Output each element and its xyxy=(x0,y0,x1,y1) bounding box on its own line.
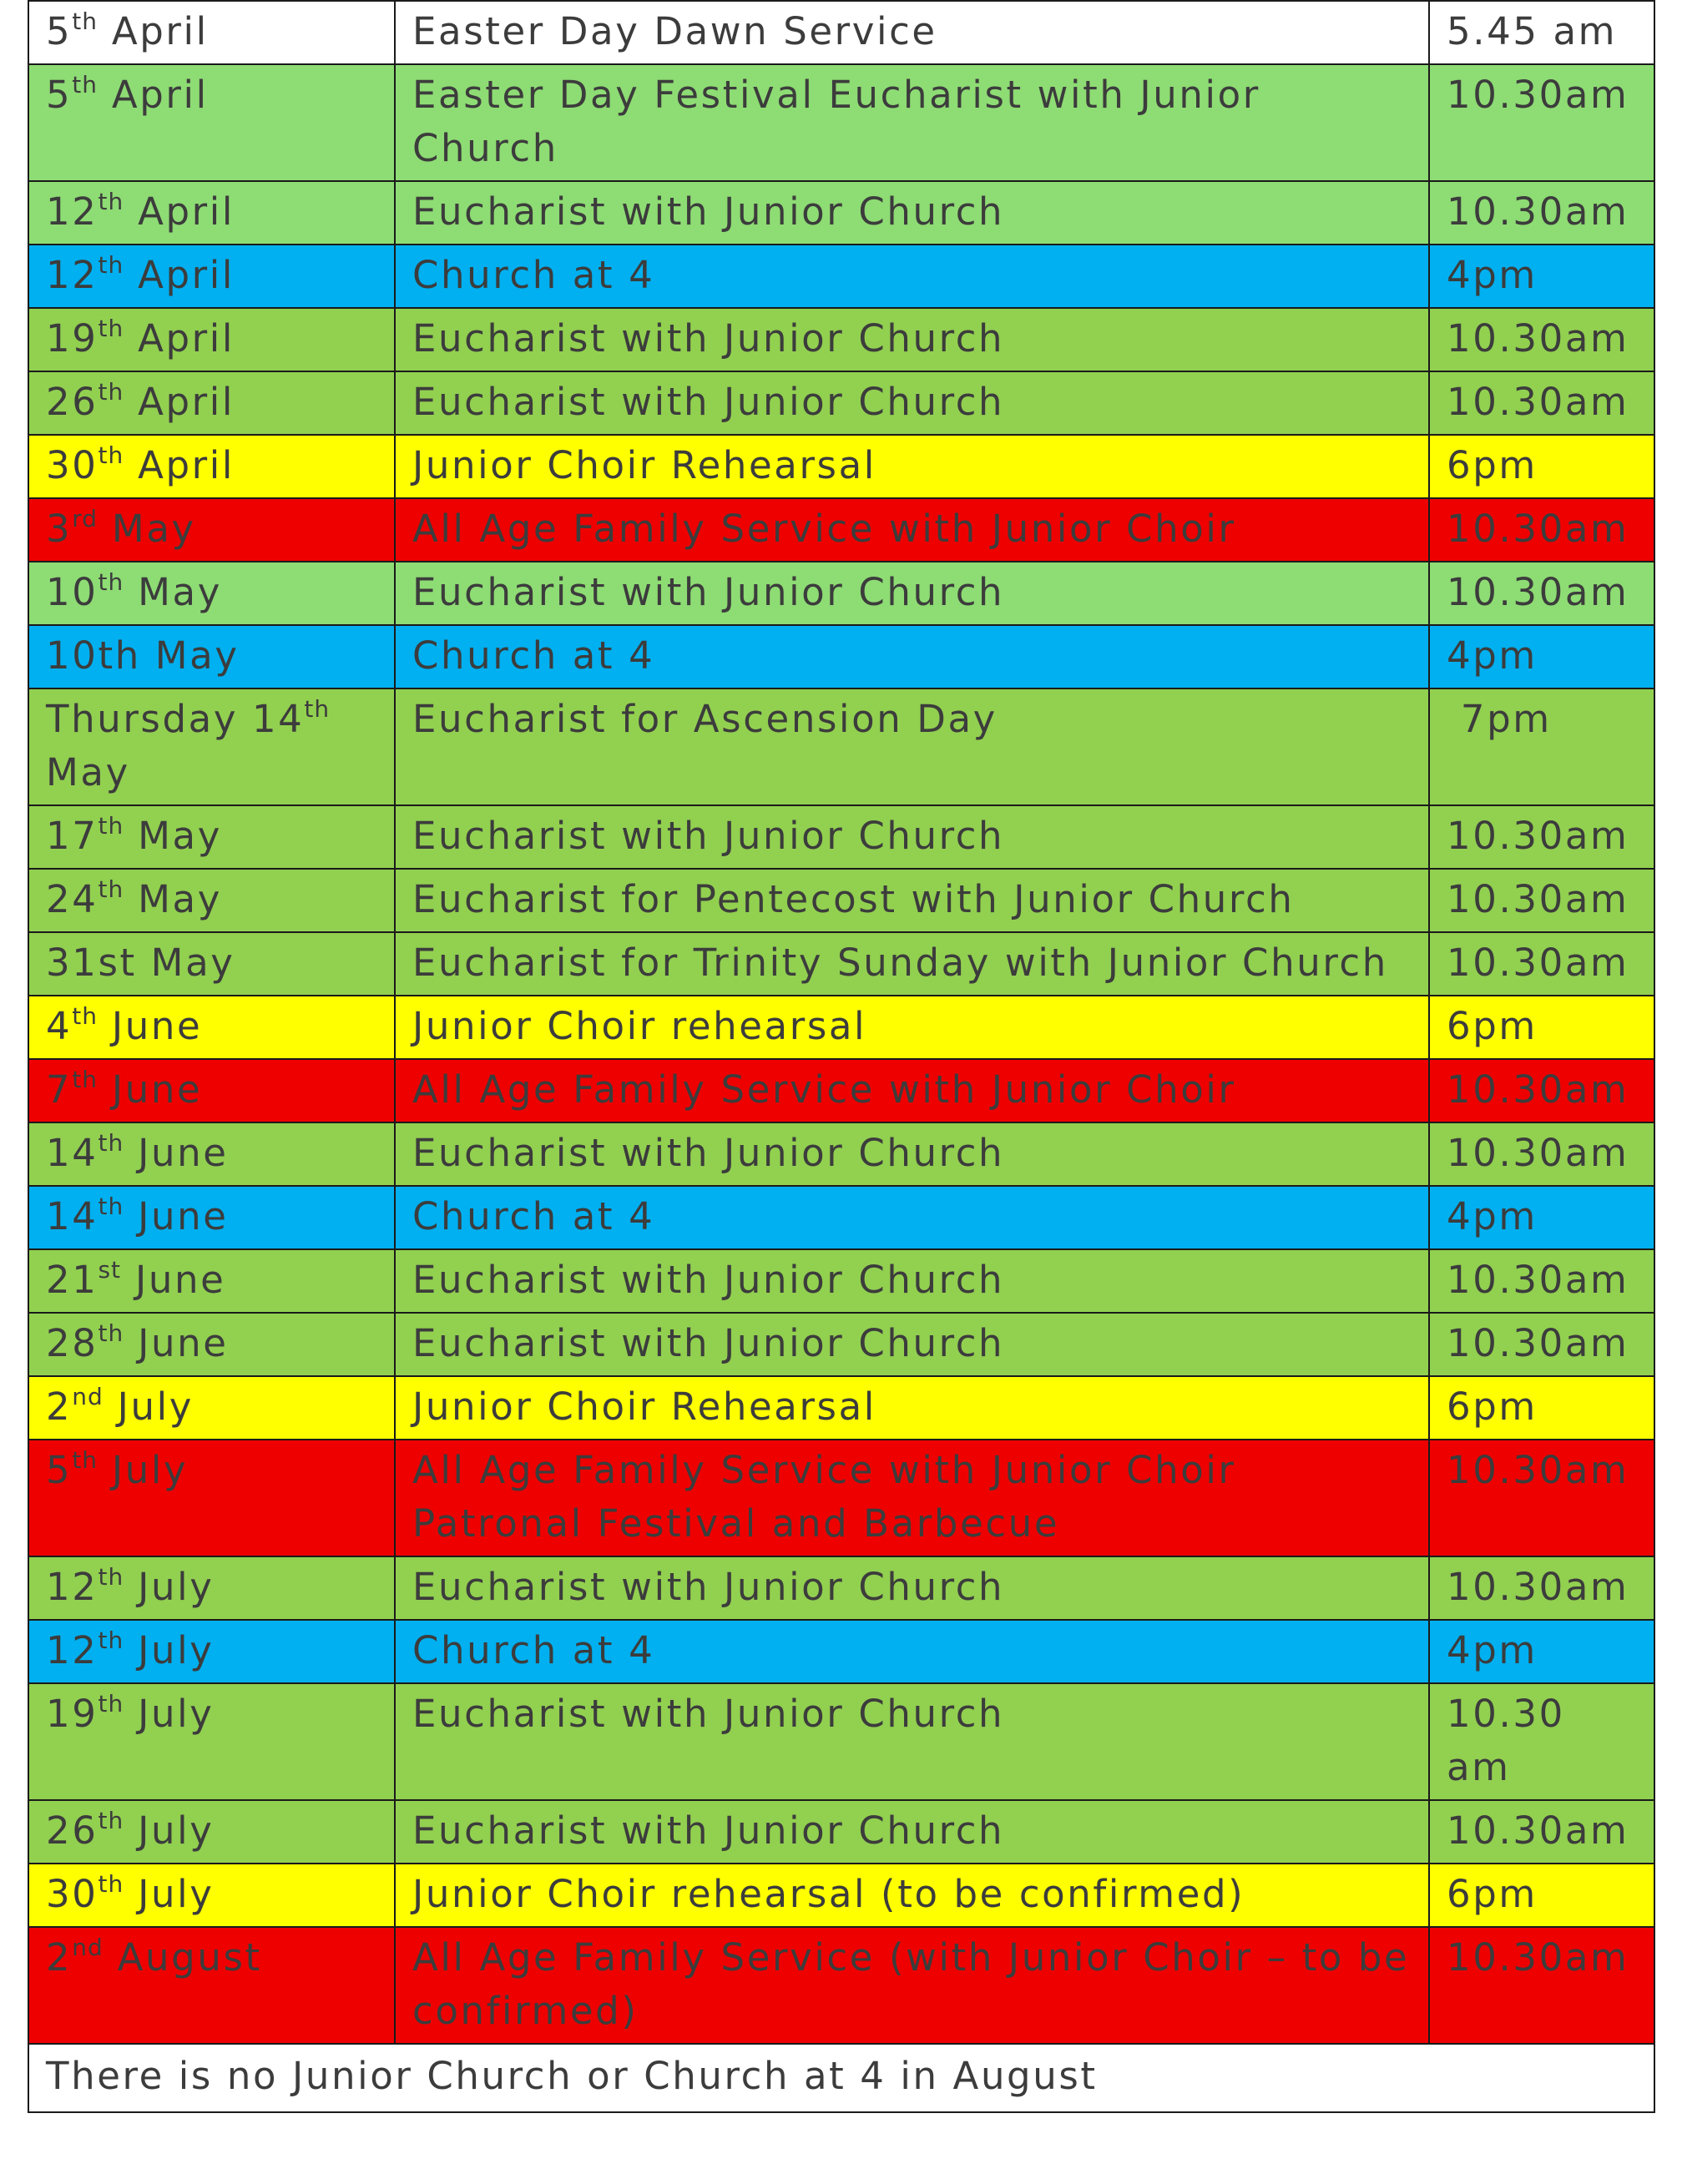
schedule-row xyxy=(28,1864,1654,1927)
date-month: April xyxy=(124,443,235,487)
date-ordinal-suffix: th xyxy=(72,1446,98,1474)
date-day: 30 xyxy=(46,443,98,487)
date-day: 28 xyxy=(46,1321,98,1365)
event-cell: Junior Choir Rehearsal xyxy=(395,435,1429,498)
date-day: 3 xyxy=(46,507,73,551)
date-cell xyxy=(28,1800,395,1864)
event-cell: Eucharist with Junior Church xyxy=(395,562,1429,625)
date-day: 5 xyxy=(46,1448,73,1492)
time-cell: 10.30am xyxy=(1429,498,1654,562)
date-day: 10th May xyxy=(46,633,240,678)
date-month: April xyxy=(124,253,235,297)
date-ordinal-suffix: th xyxy=(72,71,98,98)
date-cell xyxy=(28,1620,395,1683)
schedule-row xyxy=(28,1059,1654,1122)
date-cell xyxy=(28,562,395,625)
time-cell: 4pm xyxy=(1429,1620,1654,1683)
date-month: April xyxy=(97,9,209,53)
date-ordinal-suffix: th xyxy=(98,1807,124,1834)
date-cell xyxy=(28,498,395,562)
schedule-row xyxy=(28,1440,1654,1556)
event-cell: Eucharist with Junior Church xyxy=(395,1800,1429,1864)
date-month: June xyxy=(124,1194,229,1238)
event-cell: Eucharist with Junior Church xyxy=(395,1122,1429,1186)
schedule-row xyxy=(28,932,1654,996)
event-cell: All Age Family Service with Junior Choir Patronal Festival and Barbecue xyxy=(395,1440,1429,1556)
event-cell: Eucharist with Junior Church xyxy=(395,308,1429,371)
date-cell xyxy=(28,435,395,498)
time-cell: 10.30am xyxy=(1429,1927,1654,2044)
schedule-row xyxy=(28,688,1654,805)
schedule-row xyxy=(28,1249,1654,1313)
date-day: 31st May xyxy=(46,941,235,985)
time-cell: 10.30am xyxy=(1429,181,1654,245)
date-day: Thursday 14 xyxy=(46,697,305,741)
date-ordinal-suffix: th xyxy=(98,315,124,342)
date-month: May xyxy=(46,697,345,794)
date-ordinal-suffix: th xyxy=(98,568,124,596)
date-month: April xyxy=(97,73,209,117)
event-cell: Easter Day Dawn Service xyxy=(395,1,1429,64)
date-ordinal-suffix: th xyxy=(98,251,124,279)
schedule-row xyxy=(28,1800,1654,1864)
date-ordinal-suffix: th xyxy=(98,378,124,406)
date-day: 2 xyxy=(46,1935,73,1980)
time-cell: 10.30am xyxy=(1429,1122,1654,1186)
date-ordinal-suffix: th xyxy=(98,1870,124,1898)
date-cell xyxy=(28,625,395,688)
date-cell xyxy=(28,1,395,64)
schedule-row xyxy=(28,181,1654,245)
date-cell xyxy=(28,371,395,435)
date-cell xyxy=(28,181,395,245)
date-day: 5 xyxy=(46,9,73,53)
schedule-row xyxy=(28,625,1654,688)
time-cell: 4pm xyxy=(1429,245,1654,308)
date-day: 12 xyxy=(46,1628,98,1672)
date-month: April xyxy=(124,380,235,424)
date-ordinal-suffix: st xyxy=(98,1256,122,1284)
event-cell: All Age Family Service with Junior Choir xyxy=(395,1059,1429,1122)
date-day: 26 xyxy=(46,380,98,424)
date-day: 24 xyxy=(46,877,98,921)
event-cell: Eucharist for Ascension Day xyxy=(395,688,1429,805)
date-cell xyxy=(28,688,395,805)
event-cell: Eucharist with Junior Church xyxy=(395,1556,1429,1620)
date-month: June xyxy=(97,1067,203,1112)
date-ordinal-suffix: th xyxy=(98,812,124,840)
date-month: June xyxy=(121,1258,226,1302)
date-cell xyxy=(28,1440,395,1556)
date-cell xyxy=(28,1556,395,1620)
schedule-row xyxy=(28,1376,1654,1440)
date-ordinal-suffix: th xyxy=(72,1066,98,1093)
schedule-row xyxy=(28,562,1654,625)
schedule-row xyxy=(28,498,1654,562)
date-day: 17 xyxy=(46,814,98,858)
date-ordinal-suffix: th xyxy=(72,1002,98,1030)
date-cell xyxy=(28,1927,395,2044)
date-cell xyxy=(28,932,395,996)
date-cell xyxy=(28,805,395,869)
event-cell: Easter Day Festival Eucharist with Junior Church xyxy=(395,64,1429,181)
event-cell: Junior Choir rehearsal (to be confirmed) xyxy=(395,1864,1429,1927)
date-ordinal-suffix: th xyxy=(304,695,331,723)
date-ordinal-suffix: th xyxy=(72,8,98,35)
schedule-row xyxy=(28,1,1654,64)
date-day: 12 xyxy=(46,253,98,297)
date-month: April xyxy=(124,316,235,361)
date-month: July xyxy=(124,1872,215,1916)
date-ordinal-suffix: th xyxy=(98,1627,124,1654)
time-cell: 5.45 am xyxy=(1429,1,1654,64)
date-day: 2 xyxy=(46,1385,73,1429)
date-month: April xyxy=(124,189,235,234)
date-month: July xyxy=(124,1692,215,1736)
date-month: July xyxy=(97,1448,189,1492)
schedule-row xyxy=(28,1683,1654,1800)
date-day: 19 xyxy=(46,1692,98,1736)
schedule-row xyxy=(28,308,1654,371)
time-cell: 10.30am xyxy=(1429,371,1654,435)
time-cell: 10.30am xyxy=(1429,805,1654,869)
schedule-row xyxy=(28,1620,1654,1683)
date-month: June xyxy=(124,1321,229,1365)
time-cell: 10.30am xyxy=(1429,64,1654,181)
date-cell xyxy=(28,245,395,308)
time-cell: 4pm xyxy=(1429,1186,1654,1249)
time-cell: 6pm xyxy=(1429,1864,1654,1927)
date-cell xyxy=(28,1122,395,1186)
date-day: 4 xyxy=(46,1004,73,1048)
event-cell: Church at 4 xyxy=(395,245,1429,308)
date-day: 7 xyxy=(46,1067,73,1112)
date-cell xyxy=(28,869,395,932)
schedule-row xyxy=(28,869,1654,932)
event-cell: Eucharist with Junior Church xyxy=(395,1313,1429,1376)
note-row xyxy=(28,2044,1654,2112)
date-cell xyxy=(28,1864,395,1927)
date-day: 14 xyxy=(46,1194,98,1238)
event-cell: Eucharist with Junior Church xyxy=(395,1249,1429,1313)
date-day: 19 xyxy=(46,316,98,361)
schedule-row xyxy=(28,1927,1654,2044)
schedule-row xyxy=(28,1313,1654,1376)
date-month: May xyxy=(124,570,222,614)
schedule-row xyxy=(28,805,1654,869)
date-day: 5 xyxy=(46,73,73,117)
service-schedule-table xyxy=(28,0,1655,2113)
date-day: 26 xyxy=(46,1808,98,1853)
date-month: July xyxy=(124,1565,215,1609)
time-cell: 7pm xyxy=(1429,688,1654,805)
event-cell: Church at 4 xyxy=(395,1620,1429,1683)
schedule-row xyxy=(28,996,1654,1059)
date-day: 30 xyxy=(46,1872,98,1916)
date-cell xyxy=(28,1059,395,1122)
date-month: July xyxy=(124,1628,215,1672)
date-ordinal-suffix: th xyxy=(98,1319,124,1347)
date-ordinal-suffix: th xyxy=(98,875,124,903)
event-cell: Eucharist for Trinity Sunday with Junior Church xyxy=(395,932,1429,996)
event-cell: All Age Family Service with Junior Choir xyxy=(395,498,1429,562)
event-cell: Eucharist with Junior Church xyxy=(395,181,1429,245)
schedule-row xyxy=(28,64,1654,181)
date-day: 14 xyxy=(46,1131,98,1175)
date-cell xyxy=(28,1186,395,1249)
date-ordinal-suffix: th xyxy=(98,1193,124,1220)
date-day: 12 xyxy=(46,1565,98,1609)
date-month: May xyxy=(124,877,222,921)
time-cell: 6pm xyxy=(1429,1376,1654,1440)
event-cell: Church at 4 xyxy=(395,1186,1429,1249)
time-cell: 10.30am xyxy=(1429,1059,1654,1122)
date-month: August xyxy=(103,1935,262,1980)
event-cell: Eucharist with Junior Church xyxy=(395,1683,1429,1800)
event-cell: Church at 4 xyxy=(395,625,1429,688)
time-cell: 10.30am xyxy=(1429,1249,1654,1313)
date-day: 10 xyxy=(46,570,98,614)
time-cell: 10.30am xyxy=(1429,1556,1654,1620)
date-cell xyxy=(28,1249,395,1313)
time-cell: 10.30am xyxy=(1429,1440,1654,1556)
date-month: June xyxy=(124,1131,229,1175)
date-day: 12 xyxy=(46,189,98,234)
schedule-row xyxy=(28,245,1654,308)
schedule-row xyxy=(28,435,1654,498)
time-cell: 4pm xyxy=(1429,625,1654,688)
date-ordinal-suffix: nd xyxy=(72,1934,104,1961)
date-ordinal-suffix: nd xyxy=(72,1383,104,1410)
date-cell xyxy=(28,308,395,371)
time-cell: 6pm xyxy=(1429,435,1654,498)
time-cell: 10.30am xyxy=(1429,932,1654,996)
event-cell: Junior Choir rehearsal xyxy=(395,996,1429,1059)
date-ordinal-suffix: th xyxy=(98,1690,124,1717)
date-month: July xyxy=(124,1808,215,1853)
time-cell: 6pm xyxy=(1429,996,1654,1059)
date-cell xyxy=(28,64,395,181)
time-cell: 10.30 am xyxy=(1429,1683,1654,1800)
date-cell xyxy=(28,1683,395,1800)
schedule-row xyxy=(28,1186,1654,1249)
august-note: There is no Junior Church or Church at 4 in August xyxy=(28,2044,1654,2112)
event-cell: Eucharist for Pentecost with Junior Church xyxy=(395,869,1429,932)
date-ordinal-suffix: th xyxy=(98,441,124,469)
schedule-row xyxy=(28,1122,1654,1186)
date-ordinal-suffix: th xyxy=(98,188,124,215)
event-cell: Junior Choir Rehearsal xyxy=(395,1376,1429,1440)
date-month: July xyxy=(103,1385,194,1429)
schedule-body xyxy=(28,1,1654,2112)
date-cell xyxy=(28,996,395,1059)
time-cell: 10.30am xyxy=(1429,869,1654,932)
time-cell: 10.30am xyxy=(1429,1800,1654,1864)
schedule-row xyxy=(28,1556,1654,1620)
time-cell: 10.30am xyxy=(1429,1313,1654,1376)
event-cell: Eucharist with Junior Church xyxy=(395,371,1429,435)
date-day: 21 xyxy=(46,1258,98,1302)
event-cell: Eucharist with Junior Church xyxy=(395,805,1429,869)
date-month: May xyxy=(124,814,222,858)
time-cell: 10.30am xyxy=(1429,562,1654,625)
date-month: May xyxy=(98,507,196,551)
date-cell xyxy=(28,1313,395,1376)
event-cell: All Age Family Service (with Junior Choir – to be confirmed) xyxy=(395,1927,1429,2044)
date-ordinal-suffix: rd xyxy=(72,505,98,532)
time-cell: 10.30am xyxy=(1429,308,1654,371)
date-cell xyxy=(28,1376,395,1440)
date-ordinal-suffix: th xyxy=(98,1129,124,1157)
date-ordinal-suffix: th xyxy=(98,1563,124,1591)
date-month: June xyxy=(97,1004,203,1048)
schedule-row xyxy=(28,371,1654,435)
